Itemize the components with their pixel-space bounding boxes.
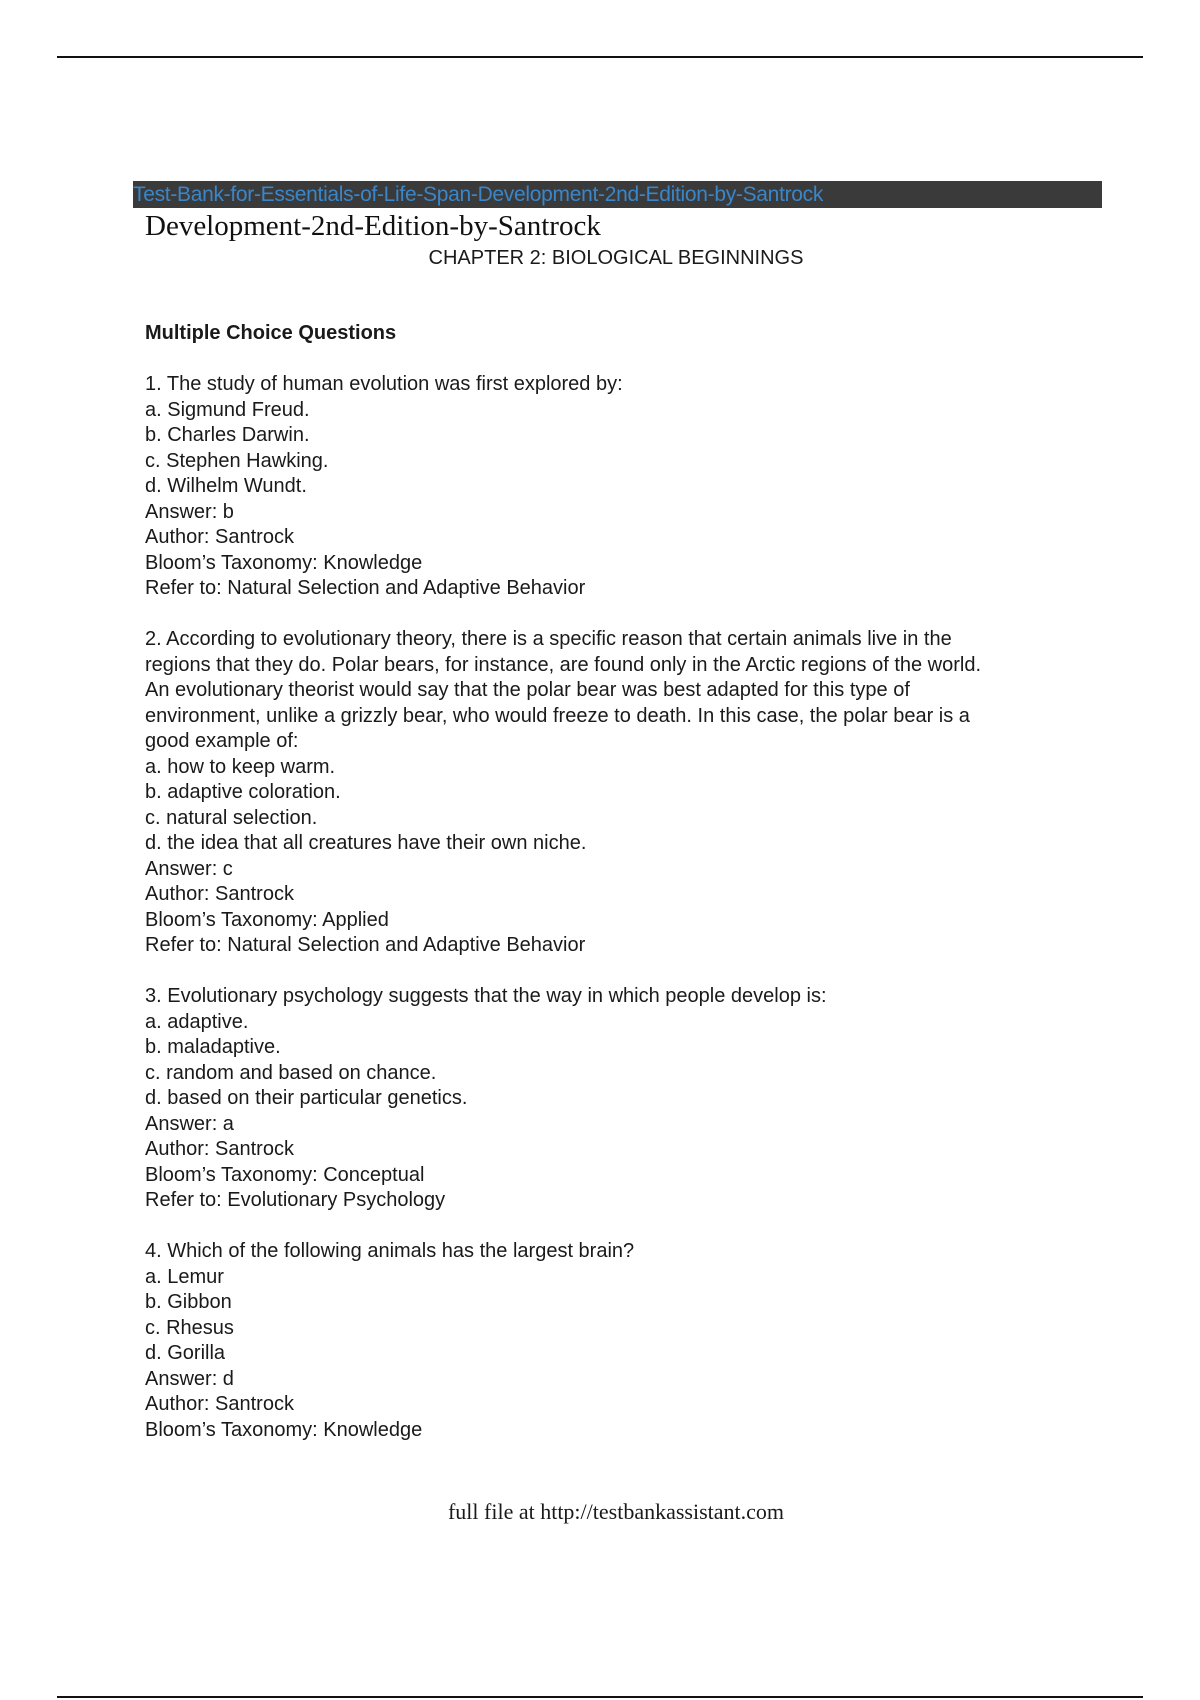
chapter-heading: CHAPTER 2: BIOLOGICAL BEGINNINGS	[428, 247, 804, 269]
option: c. Stephen Hawking.	[145, 449, 329, 472]
question-2	[145, 627, 1105, 959]
bloom-taxonomy: Bloom’s Taxonomy: Knowledge	[145, 551, 423, 574]
option: a. Lemur	[145, 1265, 224, 1288]
question-stem: 2. According to evolutionary theory, there is a specific reason that certain animals live in the	[145, 628, 952, 650]
question-stem: 3. Evolutionary psychology suggests that the way in which people develop is:	[145, 985, 827, 1007]
question-stem: regions that they do. Polar bears, for instance, are found only in the Arctic regions of the world.	[145, 653, 982, 676]
author: Author: Santrock	[145, 883, 294, 905]
option: c. Rhesus	[145, 1316, 234, 1339]
option: b. Charles Darwin.	[145, 424, 310, 446]
option: d. Wilhelm Wundt.	[145, 475, 307, 497]
option: a. Sigmund Freud.	[145, 398, 310, 421]
option: a. how to keep warm.	[145, 755, 336, 778]
bloom-taxonomy: Bloom’s Taxonomy: Knowledge	[145, 1418, 423, 1441]
answer: Answer: c	[145, 857, 233, 880]
option: b. maladaptive.	[145, 1036, 281, 1058]
option: a. adaptive.	[145, 1010, 249, 1033]
answer: Answer: b	[145, 500, 234, 523]
title-banner	[133, 181, 1102, 208]
refer-to: Refer to: Evolutionary Psychology	[145, 1189, 446, 1211]
option: c. random and based on chance.	[145, 1061, 437, 1084]
author: Author: Santrock	[145, 1138, 294, 1160]
question-stem: 1. The study of human evolution was first explored by:	[145, 373, 623, 395]
question-4	[145, 1239, 1105, 1443]
option: d. based on their particular genetics.	[145, 1087, 468, 1109]
top-rule	[57, 56, 1143, 58]
bottom-rule	[57, 1696, 1143, 1698]
question-1	[145, 372, 1105, 602]
option: c. natural selection.	[145, 806, 318, 829]
option: b. adaptive coloration.	[145, 781, 341, 803]
option: d. Gorilla	[145, 1342, 226, 1364]
question-3	[145, 984, 1105, 1214]
refer-to: Refer to: Natural Selection and Adaptive Behavior	[145, 577, 586, 599]
footer-link-text: full file at http://testbankassistant.com	[447, 1499, 785, 1524]
option: b. Gibbon	[145, 1291, 232, 1313]
author: Author: Santrock	[145, 526, 294, 548]
subtitle: Development-2nd-Edition-by-Santrock	[145, 210, 601, 242]
question-stem: environment, unlike a grizzly bear, who would freeze to death. In this case, the polar bear is a	[145, 704, 970, 727]
bloom-taxonomy: Bloom’s Taxonomy: Applied	[145, 908, 389, 931]
title-link[interactable]: Test-Bank-for-Essentials-of-Life-Span-Development-2nd-Edition-by-Santrock	[133, 183, 824, 206]
author: Author: Santrock	[145, 1393, 294, 1415]
answer: Answer: a	[145, 1112, 234, 1135]
answer: Answer: d	[145, 1367, 234, 1390]
question-stem: good example of:	[145, 730, 299, 752]
question-stem: 4. Which of the following animals has the largest brain?	[145, 1240, 635, 1262]
refer-to: Refer to: Natural Selection and Adaptive Behavior	[145, 934, 586, 956]
document-body	[145, 321, 1105, 1469]
option: d. the idea that all creatures have their own niche.	[145, 832, 587, 854]
question-stem: An evolutionary theorist would say that the polar bear was best adapted for this type of	[145, 679, 910, 701]
bloom-taxonomy: Bloom’s Taxonomy: Conceptual	[145, 1163, 425, 1186]
section-heading: Multiple Choice Questions	[145, 322, 397, 344]
